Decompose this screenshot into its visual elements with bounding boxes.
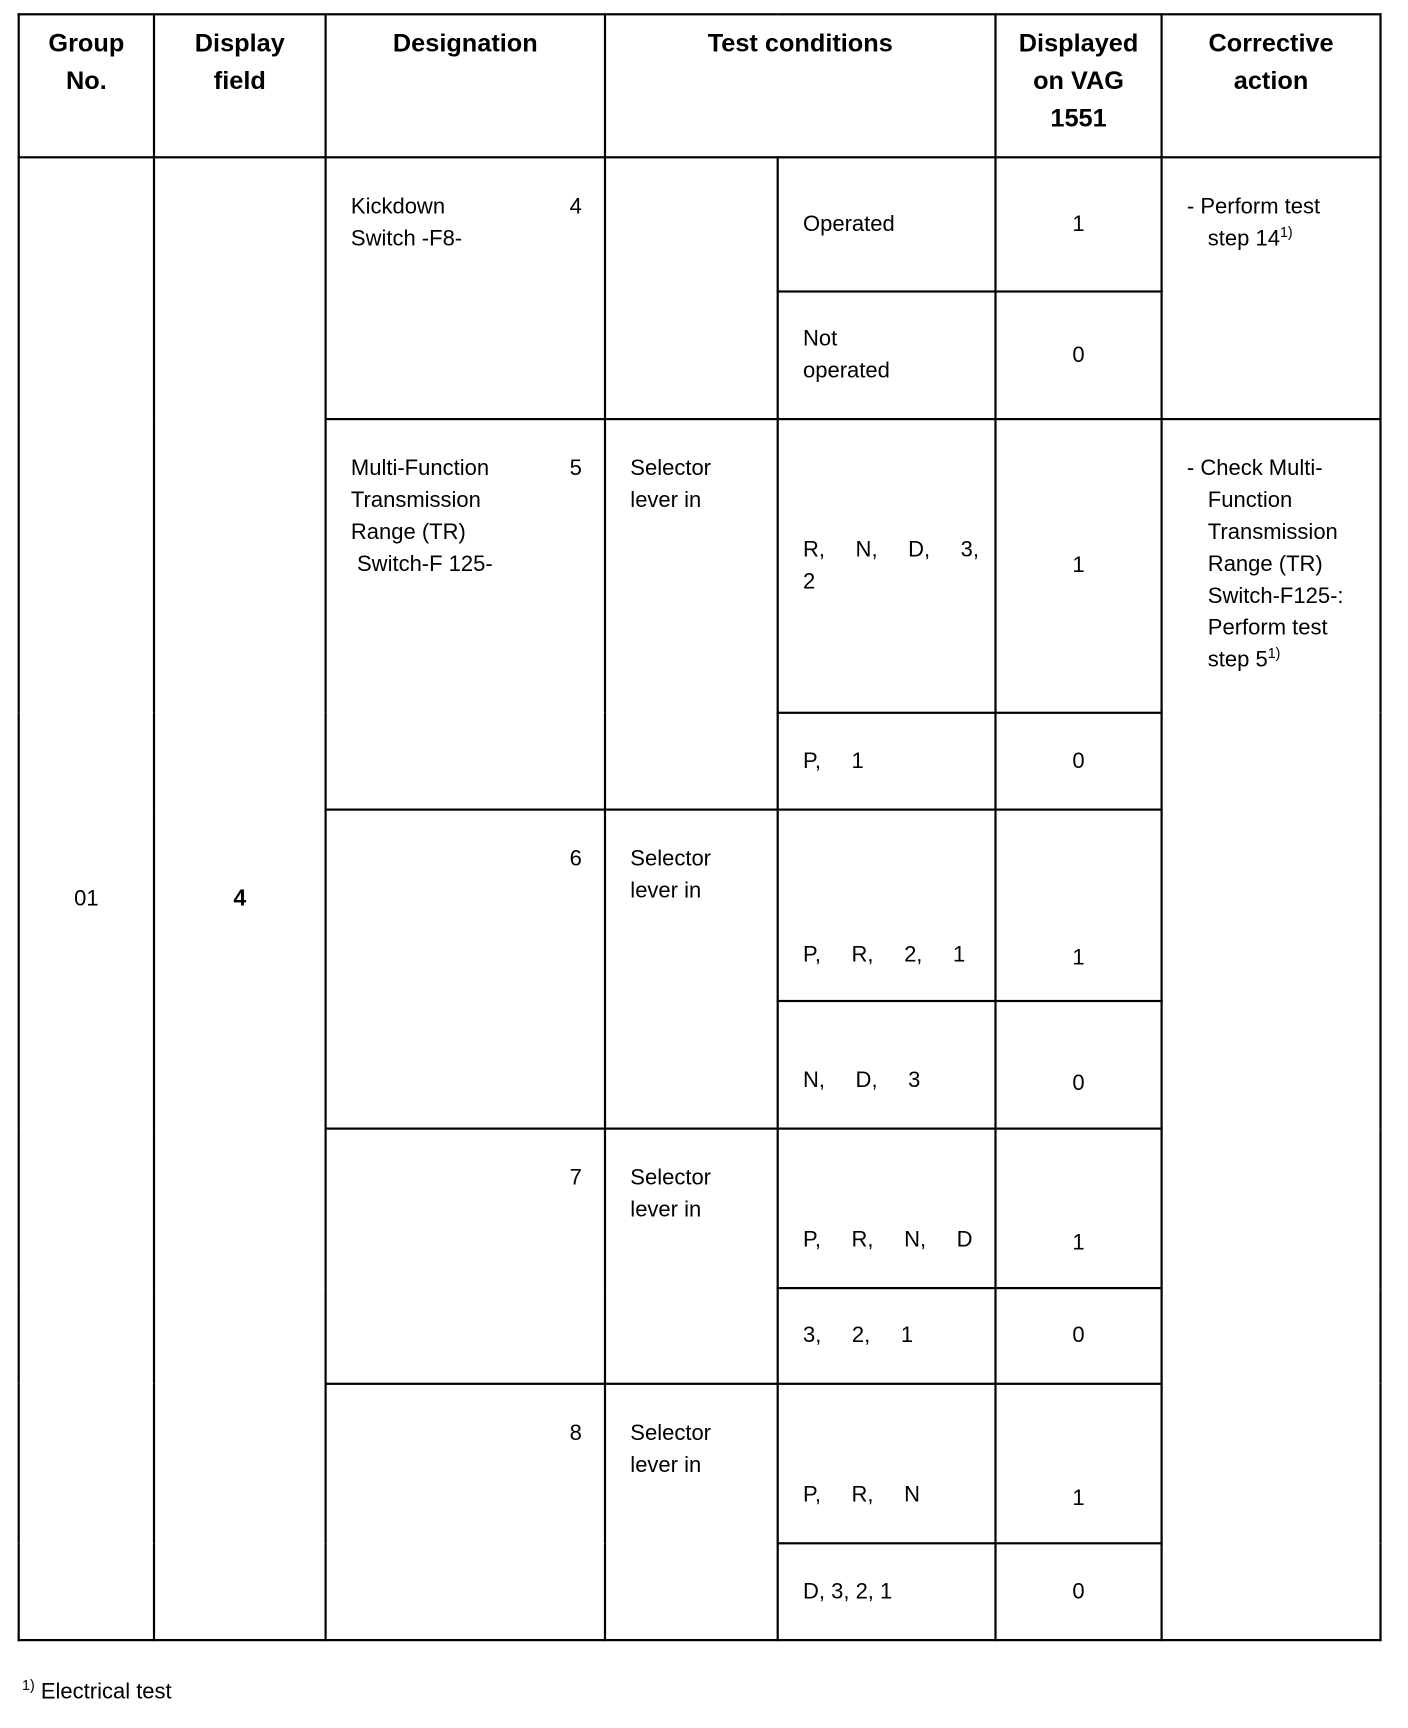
header-displayed: Displayed on VAG 1551 xyxy=(996,14,1162,157)
designation-bit-6 xyxy=(326,810,605,1129)
header-test-conditions: Test conditions xyxy=(605,14,996,157)
selector-label: Selector lever in xyxy=(605,1129,778,1384)
bit-number: 7 xyxy=(569,1166,582,1191)
display-value: 1 xyxy=(996,157,1162,291)
display-field-cell: 4 xyxy=(154,157,326,1640)
designation-bit-8 xyxy=(326,1384,605,1640)
footnote xyxy=(22,1676,172,1705)
table-row xyxy=(19,157,1381,291)
display-value: 0 xyxy=(996,1001,1162,1129)
header-row xyxy=(19,14,1381,157)
test-condition: N, D, 3 xyxy=(778,1001,996,1129)
test-condition: 3, 2, 1 xyxy=(778,1288,996,1384)
designation-tr-switch: Multi-Function Transmission Range (TR) Switch-F 125- 5 xyxy=(326,419,605,810)
selector-label: Selector lever in xyxy=(605,810,778,1129)
display-value: 0 xyxy=(996,1543,1162,1640)
bit-number: 6 xyxy=(569,847,582,872)
test-condition: D, 3, 2, 1 xyxy=(778,1543,996,1640)
test-condition: P, 1 xyxy=(778,713,996,810)
display-value: 0 xyxy=(996,713,1162,810)
test-condition: Operated xyxy=(778,157,996,291)
designation-kickdown: Kickdown Switch -F8- 4 xyxy=(326,157,605,419)
designation-bit-7 xyxy=(326,1129,605,1384)
group-no-cell: 01 xyxy=(19,157,154,1640)
test-condition: Not operated xyxy=(778,292,996,420)
test-condition: R, N, D, 3, 2 xyxy=(778,419,996,713)
header-corrective-action: Corrective action xyxy=(1162,14,1381,157)
test-condition: P, R, N xyxy=(778,1384,996,1544)
corrective-action-kickdown: - Perform test step 14$^{1)}$ xyxy=(1162,157,1381,419)
display-value: 1 xyxy=(996,810,1162,1001)
header-designation: Designation xyxy=(326,14,605,157)
test-condition: P, R, N, D xyxy=(778,1129,996,1289)
corrective-action-tr-switch: - Check Multi- Function Transmission Range (TR) Switch-F125-: Perform test step 5$^{1)}$ xyxy=(1162,419,1381,1640)
display-value: 0 xyxy=(996,292,1162,420)
bit-number: 8 xyxy=(569,1421,582,1446)
bit-number: 4 xyxy=(569,194,582,219)
bit-number: 5 xyxy=(569,456,582,481)
diagnostic-table xyxy=(18,13,1382,1641)
header-display-field: Display field xyxy=(154,14,326,157)
footnote-text: Electrical test xyxy=(34,1679,172,1704)
display-value: 0 xyxy=(996,1288,1162,1384)
selector-label: Selector lever in xyxy=(605,1384,778,1640)
display-value: 1 xyxy=(996,419,1162,713)
header-group-no: Group No. xyxy=(19,14,154,157)
test-condition-empty xyxy=(605,157,778,419)
test-condition: P, R, 2, 1 xyxy=(778,810,996,1001)
display-value: 1 xyxy=(996,1129,1162,1289)
footnote-marker: 1) xyxy=(22,1676,35,1694)
display-value: 1 xyxy=(996,1384,1162,1544)
selector-label: Selector lever in xyxy=(605,419,778,810)
